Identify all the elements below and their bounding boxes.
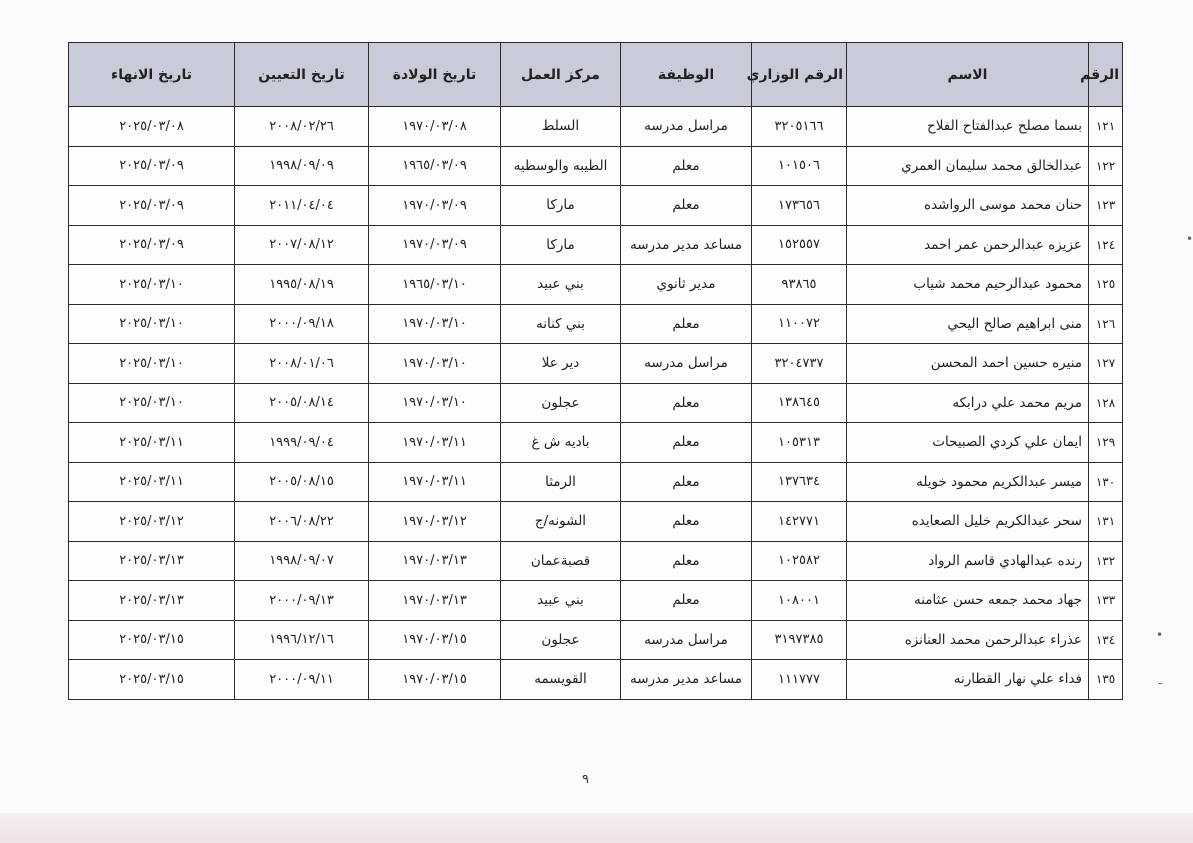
cell-ministry-number: ١٠٨٠٠١ bbox=[752, 581, 847, 621]
cell-birth-date: ١٩٧٠/٠٣/١٢ bbox=[369, 502, 501, 542]
cell-work-center: السلط bbox=[501, 107, 621, 147]
cell-ministry-number: ١٠٥٣١٣ bbox=[752, 423, 847, 463]
cell-work-center: بني عبيد bbox=[501, 265, 621, 305]
cell-number: ١٣٢ bbox=[1089, 541, 1123, 581]
cell-birth-date: ١٩٦٥/٠٣/١٠ bbox=[369, 265, 501, 305]
cell-number: ١٢٦ bbox=[1089, 304, 1123, 344]
cell-appointment-date: ٢٠٠٨/٠١/٠٦ bbox=[235, 344, 369, 384]
cell-ministry-number: ١٤٢٧٧١ bbox=[752, 502, 847, 542]
cell-appointment-date: ٢٠٠٨/٠٢/٢٦ bbox=[235, 107, 369, 147]
cell-ministry-number: ٣٢٠٥١٦٦ bbox=[752, 107, 847, 147]
cell-name: حنان محمد موسى الرواشده bbox=[847, 186, 1089, 226]
cell-ministry-number: ١٠٢٥٨٢ bbox=[752, 541, 847, 581]
cell-job: معلم bbox=[621, 186, 752, 226]
table-row bbox=[69, 462, 1123, 502]
cell-job: مدير ثانوي bbox=[621, 265, 752, 305]
table-row bbox=[69, 107, 1123, 147]
cell-appointment-date: ٢٠٠٠/٠٩/١٨ bbox=[235, 304, 369, 344]
table-row bbox=[69, 344, 1123, 384]
cell-name: ميسر عبدالكريم محمود خويله bbox=[847, 462, 1089, 502]
table-row bbox=[69, 620, 1123, 660]
cell-birth-date: ١٩٧٠/٠٣/١٣ bbox=[369, 581, 501, 621]
cell-work-center: ماركا bbox=[501, 225, 621, 265]
cell-name: فداء علي نهار القطارنه bbox=[847, 660, 1089, 700]
cell-name: عذراء عبدالرحمن محمد العنانزه bbox=[847, 620, 1089, 660]
cell-job: مساعد مدير مدرسه bbox=[621, 660, 752, 700]
cell-appointment-date: ١٩٩٥/٠٨/١٩ bbox=[235, 265, 369, 305]
cell-number: ١٢٩ bbox=[1089, 423, 1123, 463]
cell-number: ١٣١ bbox=[1089, 502, 1123, 542]
cell-number: ١٢٤ bbox=[1089, 225, 1123, 265]
cell-birth-date: ١٩٧٠/٠٣/١٠ bbox=[369, 304, 501, 344]
header-ministry-number: الرقم الوزاري bbox=[752, 43, 847, 107]
cell-name: منيره حسين احمد المحسن bbox=[847, 344, 1089, 384]
cell-name: عزيزه عبدالرحمن عمر احمد bbox=[847, 225, 1089, 265]
cell-number: ١٣٣ bbox=[1089, 581, 1123, 621]
cell-end-date: ٢٠٢٥/٠٣/١٠ bbox=[69, 344, 235, 384]
cell-work-center: عجلون bbox=[501, 620, 621, 660]
cell-name: مريم محمد علي درابكه bbox=[847, 383, 1089, 423]
cell-name: عبدالخالق محمد سليمان العمري bbox=[847, 146, 1089, 186]
cell-appointment-date: ٢٠٠٠/٠٩/١١ bbox=[235, 660, 369, 700]
cell-ministry-number: ١٣٨٦٤٥ bbox=[752, 383, 847, 423]
cell-number: ١٣٠ bbox=[1089, 462, 1123, 502]
header-work-center: مركز العمل bbox=[501, 43, 621, 107]
scan-speck: • bbox=[1186, 232, 1193, 246]
cell-work-center: الرمثا bbox=[501, 462, 621, 502]
cell-job: معلم bbox=[621, 383, 752, 423]
header-end-date: تاريخ الانهاء bbox=[69, 43, 235, 107]
cell-work-center: عجلون bbox=[501, 383, 621, 423]
cell-job: مراسل مدرسه bbox=[621, 107, 752, 147]
cell-work-center: باديه ش غ bbox=[501, 423, 621, 463]
cell-job: معلم bbox=[621, 304, 752, 344]
cell-ministry-number: ١٣٧٦٣٤ bbox=[752, 462, 847, 502]
table-row bbox=[69, 225, 1123, 265]
cell-ministry-number: ١٠١٥٠٦ bbox=[752, 146, 847, 186]
cell-number: ١٣٥ bbox=[1089, 660, 1123, 700]
cell-birth-date: ١٩٦٥/٠٣/٠٩ bbox=[369, 146, 501, 186]
cell-work-center: قصبةعمان bbox=[501, 541, 621, 581]
cell-appointment-date: ١٩٩٨/٠٩/٠٩ bbox=[235, 146, 369, 186]
cell-appointment-date: ١٩٩٩/٠٩/٠٤ bbox=[235, 423, 369, 463]
cell-name: محمود عبدالرحيم محمد شياب bbox=[847, 265, 1089, 305]
cell-end-date: ٢٠٢٥/٠٣/١١ bbox=[69, 462, 235, 502]
table-row bbox=[69, 660, 1123, 700]
cell-job: معلم bbox=[621, 146, 752, 186]
cell-appointment-date: ٢٠٠٧/٠٨/١٢ bbox=[235, 225, 369, 265]
cell-work-center: الطيبه والوسطيه bbox=[501, 146, 621, 186]
cell-birth-date: ١٩٧٠/٠٣/١٥ bbox=[369, 620, 501, 660]
cell-job: مساعد مدير مدرسه bbox=[621, 225, 752, 265]
cell-work-center: بني كنانه bbox=[501, 304, 621, 344]
page-number: ٩ bbox=[582, 772, 589, 787]
cell-name: ايمان علي كردي الصبيحات bbox=[847, 423, 1089, 463]
cell-end-date: ٢٠٢٥/٠٣/٠٩ bbox=[69, 225, 235, 265]
cell-name: سحر عبدالكريم خليل الصعايده bbox=[847, 502, 1089, 542]
cell-end-date: ٢٠٢٥/٠٣/١٣ bbox=[69, 541, 235, 581]
table-row bbox=[69, 265, 1123, 305]
cell-ministry-number: ٣١٩٧٣٨٥ bbox=[752, 620, 847, 660]
cell-appointment-date: ٢٠٠٥/٠٨/١٤ bbox=[235, 383, 369, 423]
cell-end-date: ٢٠٢٥/٠٣/٠٩ bbox=[69, 186, 235, 226]
header-name: الاسم bbox=[847, 43, 1089, 107]
scan-speck: • bbox=[1156, 628, 1164, 642]
cell-end-date: ٢٠٢٥/٠٣/١٥ bbox=[69, 660, 235, 700]
cell-end-date: ٢٠٢٥/٠٣/١٠ bbox=[69, 383, 235, 423]
table-row bbox=[69, 581, 1123, 621]
cell-work-center: دير علا bbox=[501, 344, 621, 384]
cell-work-center: بني عبيد bbox=[501, 581, 621, 621]
cell-ministry-number: ١٧٣٦٥٦ bbox=[752, 186, 847, 226]
cell-number: ١٣٤ bbox=[1089, 620, 1123, 660]
cell-work-center: القويسمه bbox=[501, 660, 621, 700]
cell-work-center: ماركا bbox=[501, 186, 621, 226]
cell-ministry-number: ١٥٢٥٥٧ bbox=[752, 225, 847, 265]
cell-ministry-number: ١١١٧٧٧ bbox=[752, 660, 847, 700]
cell-work-center: الشونه/ج bbox=[501, 502, 621, 542]
cell-birth-date: ١٩٧٠/٠٣/٠٩ bbox=[369, 225, 501, 265]
cell-birth-date: ١٩٧٠/٠٣/١١ bbox=[369, 423, 501, 463]
cell-appointment-date: ٢٠١١/٠٤/٠٤ bbox=[235, 186, 369, 226]
cell-ministry-number: ١١٠٠٧٢ bbox=[752, 304, 847, 344]
table-row bbox=[69, 502, 1123, 542]
cell-end-date: ٢٠٢٥/٠٣/١٠ bbox=[69, 265, 235, 305]
table-row bbox=[69, 304, 1123, 344]
cell-end-date: ٢٠٢٥/٠٣/١٥ bbox=[69, 620, 235, 660]
header-job: الوظيفة bbox=[621, 43, 752, 107]
table-row bbox=[69, 423, 1123, 463]
cell-appointment-date: ١٩٩٦/١٢/١٦ bbox=[235, 620, 369, 660]
cell-end-date: ٢٠٢٥/٠٣/٠٨ bbox=[69, 107, 235, 147]
cell-number: ١٢١ bbox=[1089, 107, 1123, 147]
table-header-row bbox=[69, 43, 1123, 107]
cell-job: معلم bbox=[621, 502, 752, 542]
cell-birth-date: ١٩٧٠/٠٣/١٠ bbox=[369, 383, 501, 423]
table-row bbox=[69, 383, 1123, 423]
cell-end-date: ٢٠٢٥/٠٣/٠٩ bbox=[69, 146, 235, 186]
header-birth-date: تاريخ الولادة bbox=[369, 43, 501, 107]
cell-number: ١٢٢ bbox=[1089, 146, 1123, 186]
retirement-table bbox=[68, 42, 1123, 700]
cell-ministry-number: ٩٣٨٦٥ bbox=[752, 265, 847, 305]
cell-ministry-number: ٣٢٠٤٧٣٧ bbox=[752, 344, 847, 384]
header-appointment-date: تاريخ التعيين bbox=[235, 43, 369, 107]
cell-job: مراسل مدرسه bbox=[621, 620, 752, 660]
cell-appointment-date: ٢٠٠٥/٠٨/١٥ bbox=[235, 462, 369, 502]
cell-appointment-date: ١٩٩٨/٠٩/٠٧ bbox=[235, 541, 369, 581]
cell-end-date: ٢٠٢٥/٠٣/١٢ bbox=[69, 502, 235, 542]
header-number: الرقم bbox=[1089, 43, 1123, 107]
cell-number: ١٢٥ bbox=[1089, 265, 1123, 305]
cell-name: منى ابراهيم صالح اليحي bbox=[847, 304, 1089, 344]
cell-end-date: ٢٠٢٥/٠٣/١١ bbox=[69, 423, 235, 463]
cell-birth-date: ١٩٧٠/٠٣/١٥ bbox=[369, 660, 501, 700]
cell-birth-date: ١٩٧٠/٠٣/٠٩ bbox=[369, 186, 501, 226]
table-row bbox=[69, 146, 1123, 186]
cell-job: معلم bbox=[621, 462, 752, 502]
table-row bbox=[69, 541, 1123, 581]
cell-birth-date: ١٩٧٠/٠٣/١١ bbox=[369, 462, 501, 502]
table-container bbox=[68, 42, 1123, 700]
scan-speck: - bbox=[1158, 676, 1163, 690]
cell-name: بسما مصلح عبدالفتاح الفلاح bbox=[847, 107, 1089, 147]
cell-name: رنده عبدالهادي قاسم الرواد bbox=[847, 541, 1089, 581]
cell-appointment-date: ٢٠٠٦/٠٨/٢٢ bbox=[235, 502, 369, 542]
cell-birth-date: ١٩٧٠/٠٣/٠٨ bbox=[369, 107, 501, 147]
cell-job: معلم bbox=[621, 423, 752, 463]
cell-appointment-date: ٢٠٠٠/٠٩/١٣ bbox=[235, 581, 369, 621]
cell-end-date: ٢٠٢٥/٠٣/١٠ bbox=[69, 304, 235, 344]
cell-job: معلم bbox=[621, 541, 752, 581]
cell-name: جهاد محمد جمعه حسن عثامنه bbox=[847, 581, 1089, 621]
cell-job: مراسل مدرسه bbox=[621, 344, 752, 384]
cell-number: ١٢٣ bbox=[1089, 186, 1123, 226]
page-bottom-band bbox=[0, 813, 1193, 843]
cell-job: معلم bbox=[621, 581, 752, 621]
cell-number: ١٢٧ bbox=[1089, 344, 1123, 384]
cell-birth-date: ١٩٧٠/٠٣/١٣ bbox=[369, 541, 501, 581]
cell-number: ١٢٨ bbox=[1089, 383, 1123, 423]
cell-end-date: ٢٠٢٥/٠٣/١٣ bbox=[69, 581, 235, 621]
table-row bbox=[69, 186, 1123, 226]
cell-birth-date: ١٩٧٠/٠٣/١٠ bbox=[369, 344, 501, 384]
